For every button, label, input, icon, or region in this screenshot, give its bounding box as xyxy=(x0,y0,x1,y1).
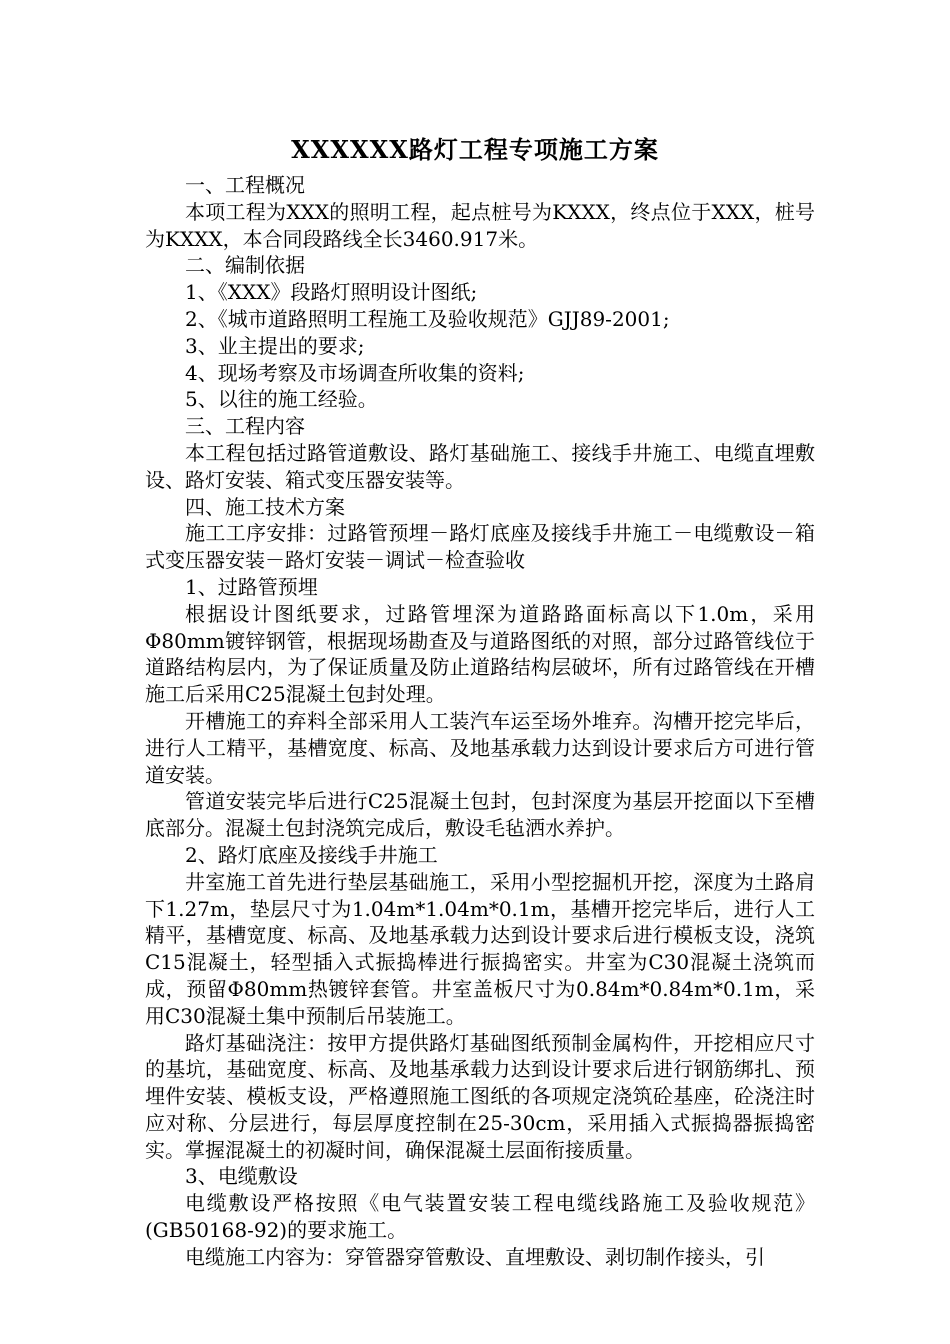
section-heading: 一、工程概况 xyxy=(185,173,305,197)
paragraph: 根据设计图纸要求，过路管埋深为道路路面标高以下1.0m，采用Φ80mm镀锌钢管，根据现场勘查及与道路图纸的对照，部分过路管线位于道路结构层内，为了保证质量及防止道路结构层破坏，所有过路管线在开槽施工后采用C25混凝土包封处理。 xyxy=(145,601,815,707)
paragraph: 本工程包括过路管道敷设、路灯基础施工、接线手井施工、电缆直埋敷设、路灯安装、箱式变压器安装等。 xyxy=(145,440,815,492)
section-heading: 三、工程内容 xyxy=(185,414,305,439)
paragraph: 井室施工首先进行垫层基础施工，采用小型挖掘机开挖，深度为土路肩下1.27m，垫层尺寸为1.04m*1.04m*0.1m，基槽开挖完毕后，进行人工精平，基槽宽度、标高、及地基承载力达到设计要求后进行模板支设，浇筑C15混凝土，轻型插入式振捣棒进行振捣密实。井室为C30混凝土浇筑而成，预留Φ80mm热镀锌套管。井室盖板尺寸为0.84m*0.84m*0.1m，采用C30混凝土集中预制后吊装施工。 xyxy=(145,869,815,1028)
paragraph: 电缆施工内容为：穿管器穿管敷设、直埋敷设、剥切制作接头，引 xyxy=(185,1244,765,1269)
document-title: XXXXXX路灯工程专项施工方案 xyxy=(291,135,659,164)
paragraph: 路灯基础浇注：按甲方提供路灯基础图纸预制金属构件，开挖相应尺寸的基坑，基础宽度、标高、及地基承载力达到设计要求后进行钢筋绑扎、预埋件安装、模板支设，严格遵照施工图纸的各项规定浇筑砼基座，砼浇注时应对称、分层进行，每层厚度控制在25-30cm，采用插入式振捣器振捣密实。掌握混凝土的初凝时间，确保混凝土层面衔接质量。 xyxy=(145,1030,815,1162)
list-item: 3、业主提出的要求; xyxy=(185,333,365,358)
document-body xyxy=(145,172,815,1271)
list-item: 5、以往的施工经验。 xyxy=(185,387,378,412)
list-item: 4、现场考察及市场调查所收集的资料; xyxy=(185,360,525,385)
list-item: 2、《城市道路照明工程施工及验收规范》GJJ89-2001; xyxy=(185,306,670,331)
paragraph: 本项工程为XXX的照明工程，起点桩号为KXXX，终点位于XXX，桩号为KXXX，本合同段路线全长3460.917米。 xyxy=(145,199,815,251)
subsection-heading: 2、路灯底座及接线手井施工 xyxy=(185,842,438,867)
paragraph: 管道安装完毕后进行C25混凝土包封，包封深度为基层开挖面以下至槽底部分。混凝土包封浇筑完成后，敷设毛毡洒水养护。 xyxy=(145,789,815,841)
subsection-heading: 1、过路管预埋 xyxy=(185,574,318,599)
paragraph: 开槽施工的弃料全部采用人工装汽车运至场外堆弃。沟槽开挖完毕后，进行人工精平，基槽宽度、标高、及地基承载力达到设计要求后方可进行管道安装。 xyxy=(145,708,815,787)
section-heading: 四、施工技术方案 xyxy=(185,494,345,519)
paragraph: 施工工序安排：过路管预埋－路灯底座及接线手井施工－电缆敷设－箱式变压器安装－路灯安装－调试－检查验收 xyxy=(145,521,815,573)
list-item: 1、《XXX》段路灯照明设计图纸; xyxy=(185,280,478,305)
subsection-heading: 3、电缆敷设 xyxy=(185,1164,298,1189)
section-heading: 二、编制依据 xyxy=(185,253,305,278)
paragraph: 电缆敷设严格按照《电气装置安装工程电缆线路施工及验收规范》(GB50168-92)的要求施工。 xyxy=(145,1191,815,1243)
